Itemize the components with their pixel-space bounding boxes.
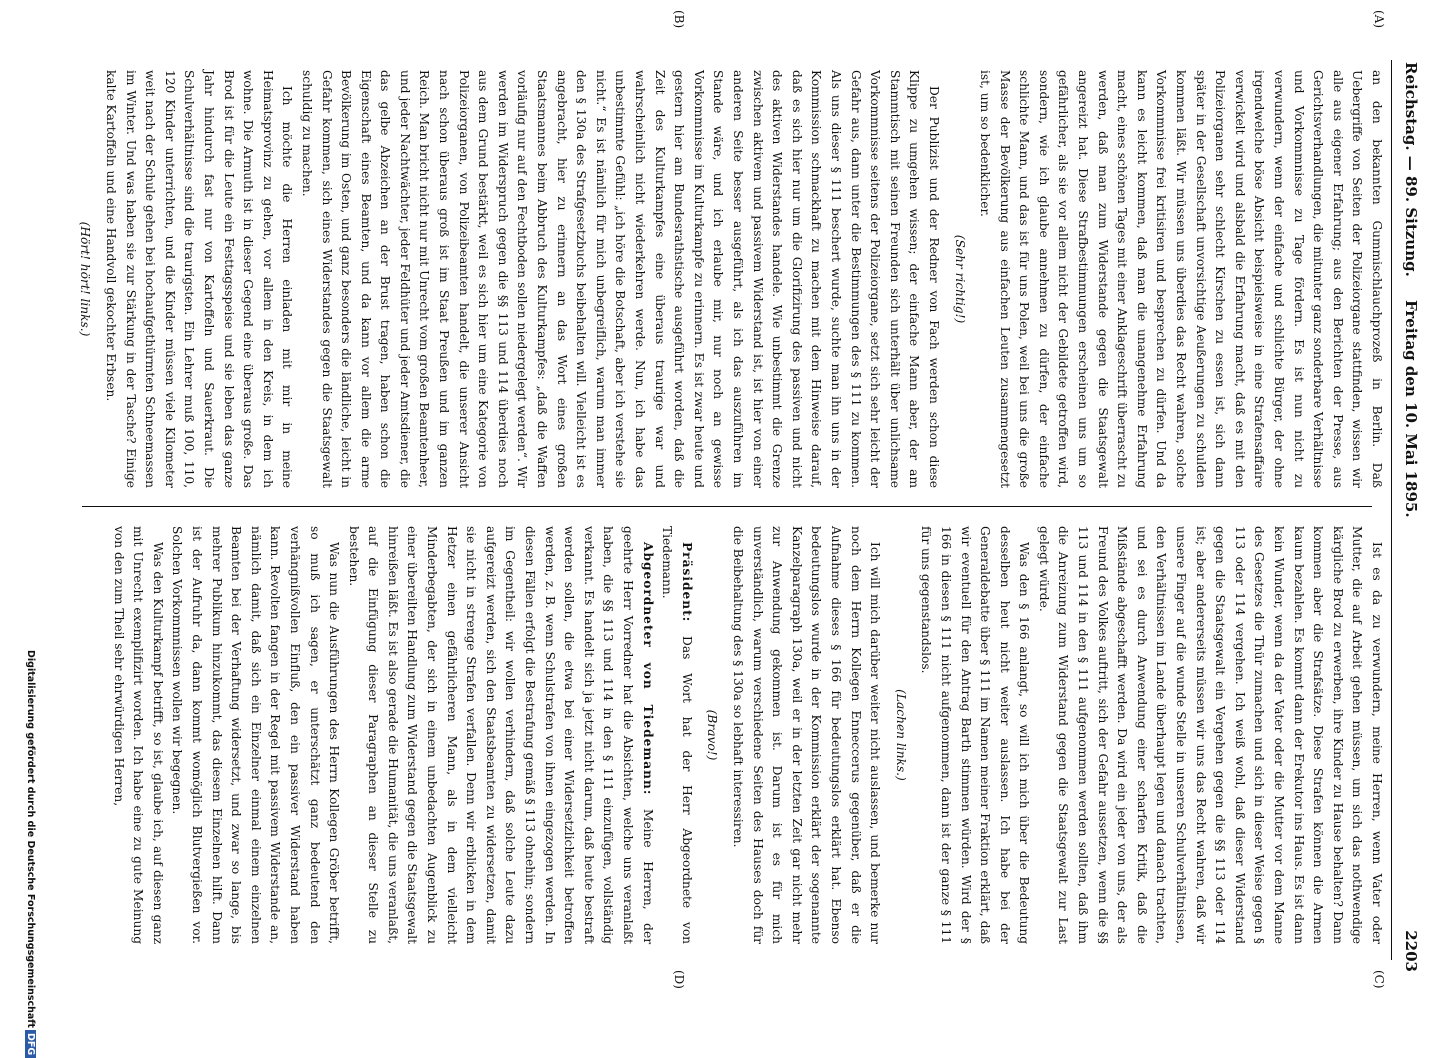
paragraph: Was nun die Ausführungen des Herrn Kollegen Gröber betrifft, so muß ich sagen, er unterschätzt ganz bedeutend den verhängnißvollen Einfluß, den ein passiver Widerstand haben kann. Revolten fangen in der Regel mit passivem Widerstande an, nämlich damit, daß sich ein Einzelner einmal einem einzelnen Beamten bei der Verhaftung widersetzt, und zwar so lange, bis mehrer Publikum hinzukommt, das diesem Einzelnen hilft. Dann ist der Aufruhr da, dann kommt womöglich Blutvergießen vor. Solchen Vorkommnissen wollen wir begegnen. xyxy=(170,526,342,944)
column-divider xyxy=(82,506,1372,507)
paragraph: Was den § 166 anlangt, so will ich mich über die Bedeutung desselben heut nicht weiter auslassen. Ich habe bei der Generaldebatte über § 111 im Namen meiner Fraktion erklärt, daß wir eventuell für den Antrag Barth stimmen würden. Wird der § 166 in diesen § 111 nicht aufgenommen, dann ist der ganze § 111 für uns gegenstandslos. xyxy=(919,526,1032,944)
header-rule xyxy=(1391,60,1392,960)
margin-marker-d: (D) xyxy=(672,970,686,989)
margin-marker-b: (B) xyxy=(672,10,686,29)
speaker-label: Abgeordneter von Tiedemann: xyxy=(640,542,655,796)
page-header xyxy=(1392,0,1432,1000)
margin-marker-c: (C) xyxy=(1372,970,1386,989)
header-page-number: 2203 xyxy=(1402,930,1420,972)
speaker-paragraph xyxy=(343,526,657,944)
paragraph: Der Publizist und der Redner von Fach werden schon diese Klippe zu umgehen wissen; der einfache Mann aber, der am Stammtisch mit seinen Freunden sich unterhält über unlichsame Vorkommnisse seitens der Polizeiorgane, setzt sich sehr leicht der Gefahr aus, dann unter die Bestimmungen des § 111 zu kommen. Als uns dieser § 111 beschert wurde, suchte man ihn uns in der Kommission schmackhaft zu machen mit dem Hinweise darauf, daß es sich hier nur um die Glorifizirung des passiven und nicht des aktiven Widerstandes handele. Wie unbestimmt die Grenze zwischen aktivem und passivem Widerstand ist, ist hier von einer anderen Seite besser ausgeführt, als ich das auszuführen im Stande wäre, und ich erlaube mir, nur noch an gewisse Vorkommnisse im Kulturkampfe zu erinnern. Es ist zwar heute und gestern hier am Bundesrathstische ausgeführt worden, daß die Zeit des Kulturkampfes eine überaus traurige war und wahrscheinlich nicht wiederkehren werde. Nun, ich habe das unbestimmte Gefühl: „ich höre die Botschaft, aber ich verstehe sie nicht.“ Es ist nämlich für mich unbegreiflich, warum man immer den § 130a des Strafgesetzbuchs beibehalten will. Vielleicht ist es angebracht, hier zu erinnern an das Wort eines großen Staatsmannes beim Abbruch des Kulturkampfes: „daß die Waffen vorläufig nur auf den Fechtboden sollen niedergelegt werden“. Wir werden im Widerspruch gegen die §§ 113 und 114 überdies noch aus dem Grund bestärkt, weil es sich hier um eine Kategorie von Polizeiorganen, von Polizeibeamten handelt, die unserer Ansicht nach schon überaus groß ist im Staat Preußen und im ganzen Reich. Man bricht nicht nur mit Unrecht vom großen Beamtenheer, und jeder Nachtwächter, jeder Feldhüter und jeder Amtsdiener, die das gelbe Abzeichen an der Brust tragen, haben schon die Eigenschaft eines Beamten, und da kann vor allem die arme Bevölkerung im Osten, und ganz besonders die ländliche, leicht in Gefahr kommen, sich eines Widerstandes gegen die Staatsgewalt schuldig zu machen. xyxy=(299,70,941,488)
paragraph: Ist es da zu verwundern, meine Herren, wenn Vater oder Mutter, die auf Arbeit gehen müssen, um sich das nothwendige kärgliche Brod zu erwerben, ihre Kinder zu Hause behalten? Dann kommen aber die Strafsätze. Diese Strafen können die Armen kaum bezahlen. Es kommt dann der Erekutor ins Haus. Es ist dann kein Wunder, wenn da der Vater oder die Mutter vor dem Manne des Gesetzes die Thür zumachen und sich in dieser Weise gegen § 113 oder 114 vergehen. Ich weiß wohl, daß dieser Widerstand gegen die Staatsgewalt ein Vergehen gegen die §§ 113 oder 114 ist; aber andererseits müssen wir uns das Recht wahren, daß wir unsere Finger auf die wunde Stelle in unseren Schulverhältnissen, den Verhältnissen im Lande überhaupt legen und danach trachten, und sei es durch Anwendung einer scharfen Kritik, daß die Mißstände abgeschafft werden. Da wird ein jeder von uns, der als Freund des Volkes auftritt, sich der Gefahr aussetzen, wenn die §§ 113 und 114 in den § 111 aufgenommen werden sollten, daß ihm die Anreizung zum Widerstand gegen die Staatsgewalt zur Last gelegt würde. xyxy=(1036,526,1384,944)
speech-text: Das Wort hat der Herr Abgeordnete von Tiedemann. xyxy=(660,526,694,945)
right-column xyxy=(108,526,1386,944)
credit-text: Digitalisierung gefördert durch die Deutsche Forschungsgemeinschaft xyxy=(25,650,36,1028)
speaker-label: Präsident: xyxy=(679,542,694,623)
paragraph: Ich will mich darüber weiter nicht auslassen, und bemerke nur noch dem Herrn Kollegen Enneccerus gegenüber, daß er die Aufnahme dieses § 166 für bedeutungslos erklärt hat. Ebenso bedeutungslos wurde in der Kommission erklärt der sogenannte Kanzelparagraph 130a, weil er in der letzten Zeit gar nicht mehr zur Anwendung gekommen ist. Darum ist es für mich unverständlich, warum verschiedene Seiten des Hauses doch für die Beibehaltung des § 130a so lebhaft interessiren. xyxy=(731,526,883,944)
reaction: (Sehr richtig!) xyxy=(952,234,967,324)
speech-text: Meine Herren, der geehrte Herr Vorredner hat die Absichten, welche uns veranlaßt haben, die §§ 113 und 114 in den § 111 einzufügen, vollständig verkannt. Es handelt sich ja jetzt nicht darum, daß heute bestraft werden sollen, die etwa bei einer Widersetzlichkeit betroffen werden, z. B. wenn Schulstrafen von ihnen eingezogen werden. In diesen Fällen erfolgt die Bestrafung gemäß § 113 ohnehin; sondern im Gegentheil: wir wollen verhindern, daß solche Leute dazu aufgereizt werden, sich den Staatsbeamten zu widersetzen, damit sie nicht in strenge Strafen verfallen. Denn wir erblicken in dem Hetzer einen gefährlicheren Mann, als in dem vielleicht Minderbegabten, der sich in einem unbedachten Augenblick zu einer übereilten Handlung zum Widerstand gegen die Staatsgewalt hinreißen läßt. Es ist also gerade die Humanität, die uns veranlaßt, auf die Einfügung dieser Paragraphen an dieser Stelle zu bestehen. xyxy=(346,526,655,945)
margin-marker-a: (A) xyxy=(1372,10,1386,29)
reaction: (Bravo!) xyxy=(705,709,720,761)
speaker-paragraph xyxy=(657,526,696,944)
paragraph: Ich möchte die Herren einladen mit mir in meine Heimatsprovinz zu gehen, vor allem in den Kreis, in dem ich wohne. Die Armuth ist in dieser Gegend eine überaus große. Das Brod ist für die Leute ein Festtagsspeise und sie leben das ganze Jahr hindurch fast nur von Kartoffeln und Sauerkraut. Die Schulverhältnisse sind die traurigsten. Ein Lehrer muß 100, 110, 120 Kinder unterrichten, und die Kinder müssen viele Kilometer weit nach der Schule gehen bei hochaufgethürmten Schneemassen im Winter. Und was haben sie zur Stärkung in der Tasche? Einige kalte Kartoffeln und eine Handvoll gekochter Erbsen. xyxy=(104,70,295,488)
paragraph: an den bekannten Gummischlauchprozeß in Berlin. Daß Uebergriffe von Seiten der Polizeiorgane stattfinden, wissen wir alle aus eigener Erfahrung; aus den Berichten der Presse, aus Gerichtsverhandlungen, die mitunter ganz sonderbare Verhältnisse und Vorkommnisse zu Tage fördern. Es ist nun nicht zu verwundern, wenn der einfache und schlichte Bürger, der ohne irgendwelche böse Absicht beispielsweise in eine Strafensaffaire verwickelt wird und alsbald die Erfahrung macht, daß es mit den Polizeiorganen sehr schlecht Kirschen zu essen ist, sich dann später in der Gesellschaft unvorsichtige Aeußerungen zu schulden kommen läßt. Wir müssen uns überdies das Recht wahren, solche Vorkommnisse frei kritisiren und besprechen zu dürfen. Und da kann es leicht kommen, daß man die unangenehme Erfahrung macht, eines schönen Tages mit einer Anklageschrift überrascht zu werden, daß man zum Widerstande gegen die Staatsgewalt angereizt hat. Diese Strafbestimmungen erscheinen uns um so gefährlicher, als sie vor allem nicht der Gebildete getroffen wird, sondern, wie ich glaube annehmen zu dürfen, der einfache schlichte Mann, und das ist für uns Polen, weil bei uns die große Masse der Bevölkerung aus einfachen Leuten zusammengesetzt ist, um so bedenklicher. xyxy=(978,70,1384,488)
header-session: Reichstag. — 89. Sitzung. xyxy=(1402,62,1420,277)
left-column xyxy=(69,70,1386,488)
dfg-logo: DFG xyxy=(25,1030,36,1058)
paragraph: Was den Kulturkampf betrifft, so ist, glaube ich, auf diesen ganz mit Unrecht exemplifizirt worden. Ich habe eine zu gute Meinung von den zum Theil sehr ehrwürdigen Herren, xyxy=(111,526,165,944)
reaction: (Lachen links.) xyxy=(893,689,908,781)
header-date: Freitag den 10. Mai 1895. xyxy=(1402,300,1420,518)
digitization-credit xyxy=(25,650,36,1058)
reaction: (Hört! hört! links.) xyxy=(78,221,93,337)
